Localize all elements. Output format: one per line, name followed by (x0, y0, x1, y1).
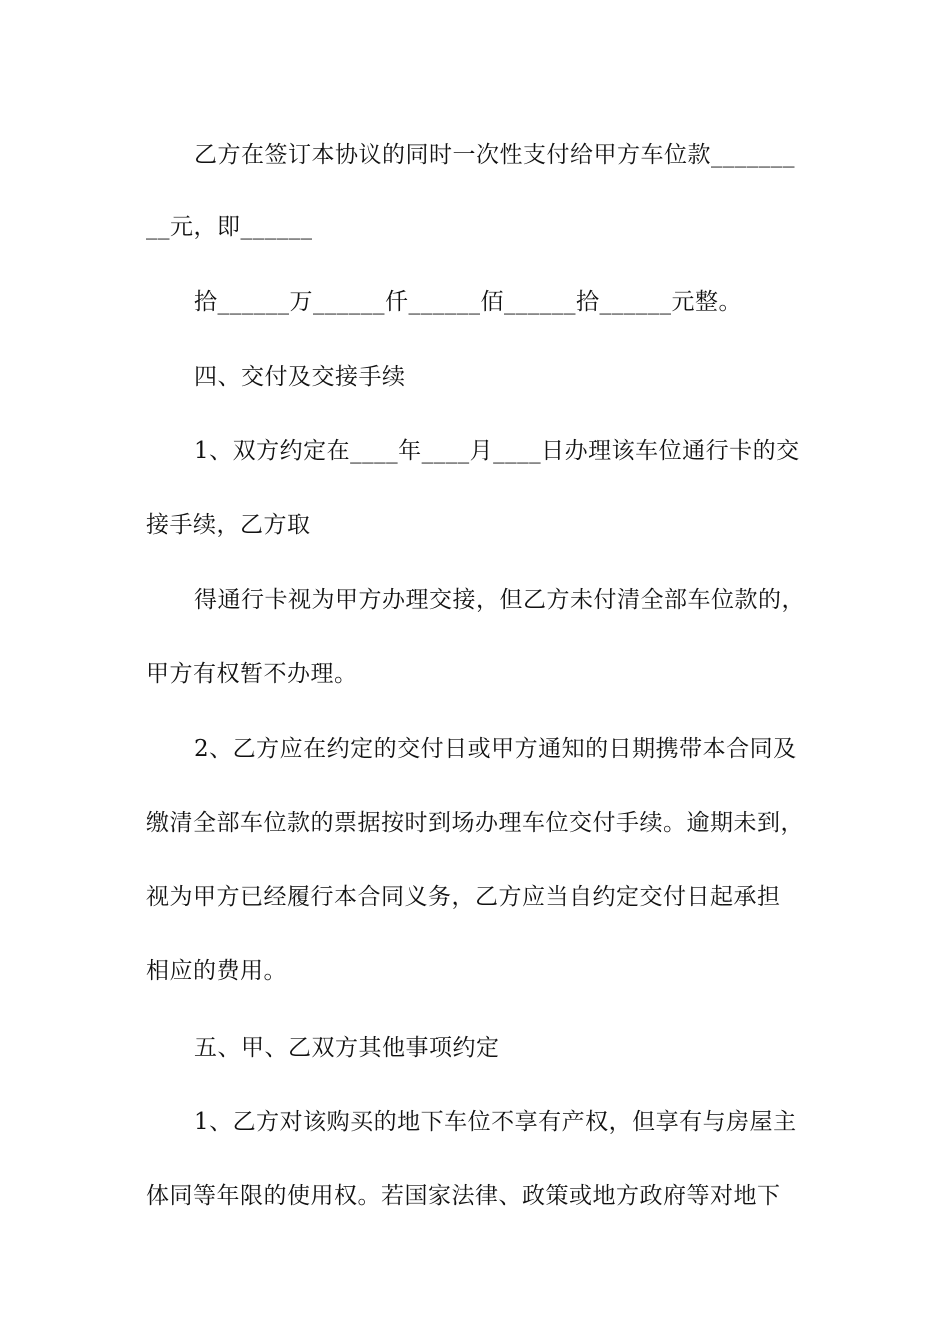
clause-line-2-1: 2、乙方应在约定的交付日或甲方通知的日期携带本合同及 (194, 736, 797, 762)
clause-line-2-2: 缴清全部车位款的票据按时到场办理车位交付手续。逾期未到， (146, 810, 804, 836)
clause-line-1-1: 1、双方约定在____年____月____日办理该车位通行卡的交 (194, 438, 800, 464)
clause-line-1-2: 接手续，乙方取 (146, 512, 311, 538)
clause-line-1-4: 甲方有权暂不办理。 (146, 661, 358, 687)
clause-line-5-2: 体同等年限的使用权。若国家法律、政策或地方政府等对地下 (146, 1183, 781, 1209)
section-heading-other-matters: 五、甲、乙双方其他事项约定 (194, 1035, 500, 1061)
clause-line-1-3: 得通行卡视为甲方办理交接，但乙方未付清全部车位款的， (194, 587, 805, 613)
paragraph-line-amount-words: 拾______万______仟______佰______拾______元整。 (194, 289, 742, 315)
clause-line-2-3: 视为甲方已经履行本合同义务，乙方应当自约定交付日起承担 (146, 884, 781, 910)
paragraph-line-payment: 乙方在签订本协议的同时一次性支付给甲方车位款_______ (194, 142, 795, 168)
section-heading-delivery: 四、交付及交接手续 (194, 364, 406, 390)
clause-line-2-4: 相应的费用。 (146, 958, 287, 984)
clause-line-5-1: 1、乙方对该购买的地下车位不享有产权，但享有与房屋主 (194, 1109, 797, 1135)
paragraph-line-amount: __元，即______ (146, 214, 313, 240)
